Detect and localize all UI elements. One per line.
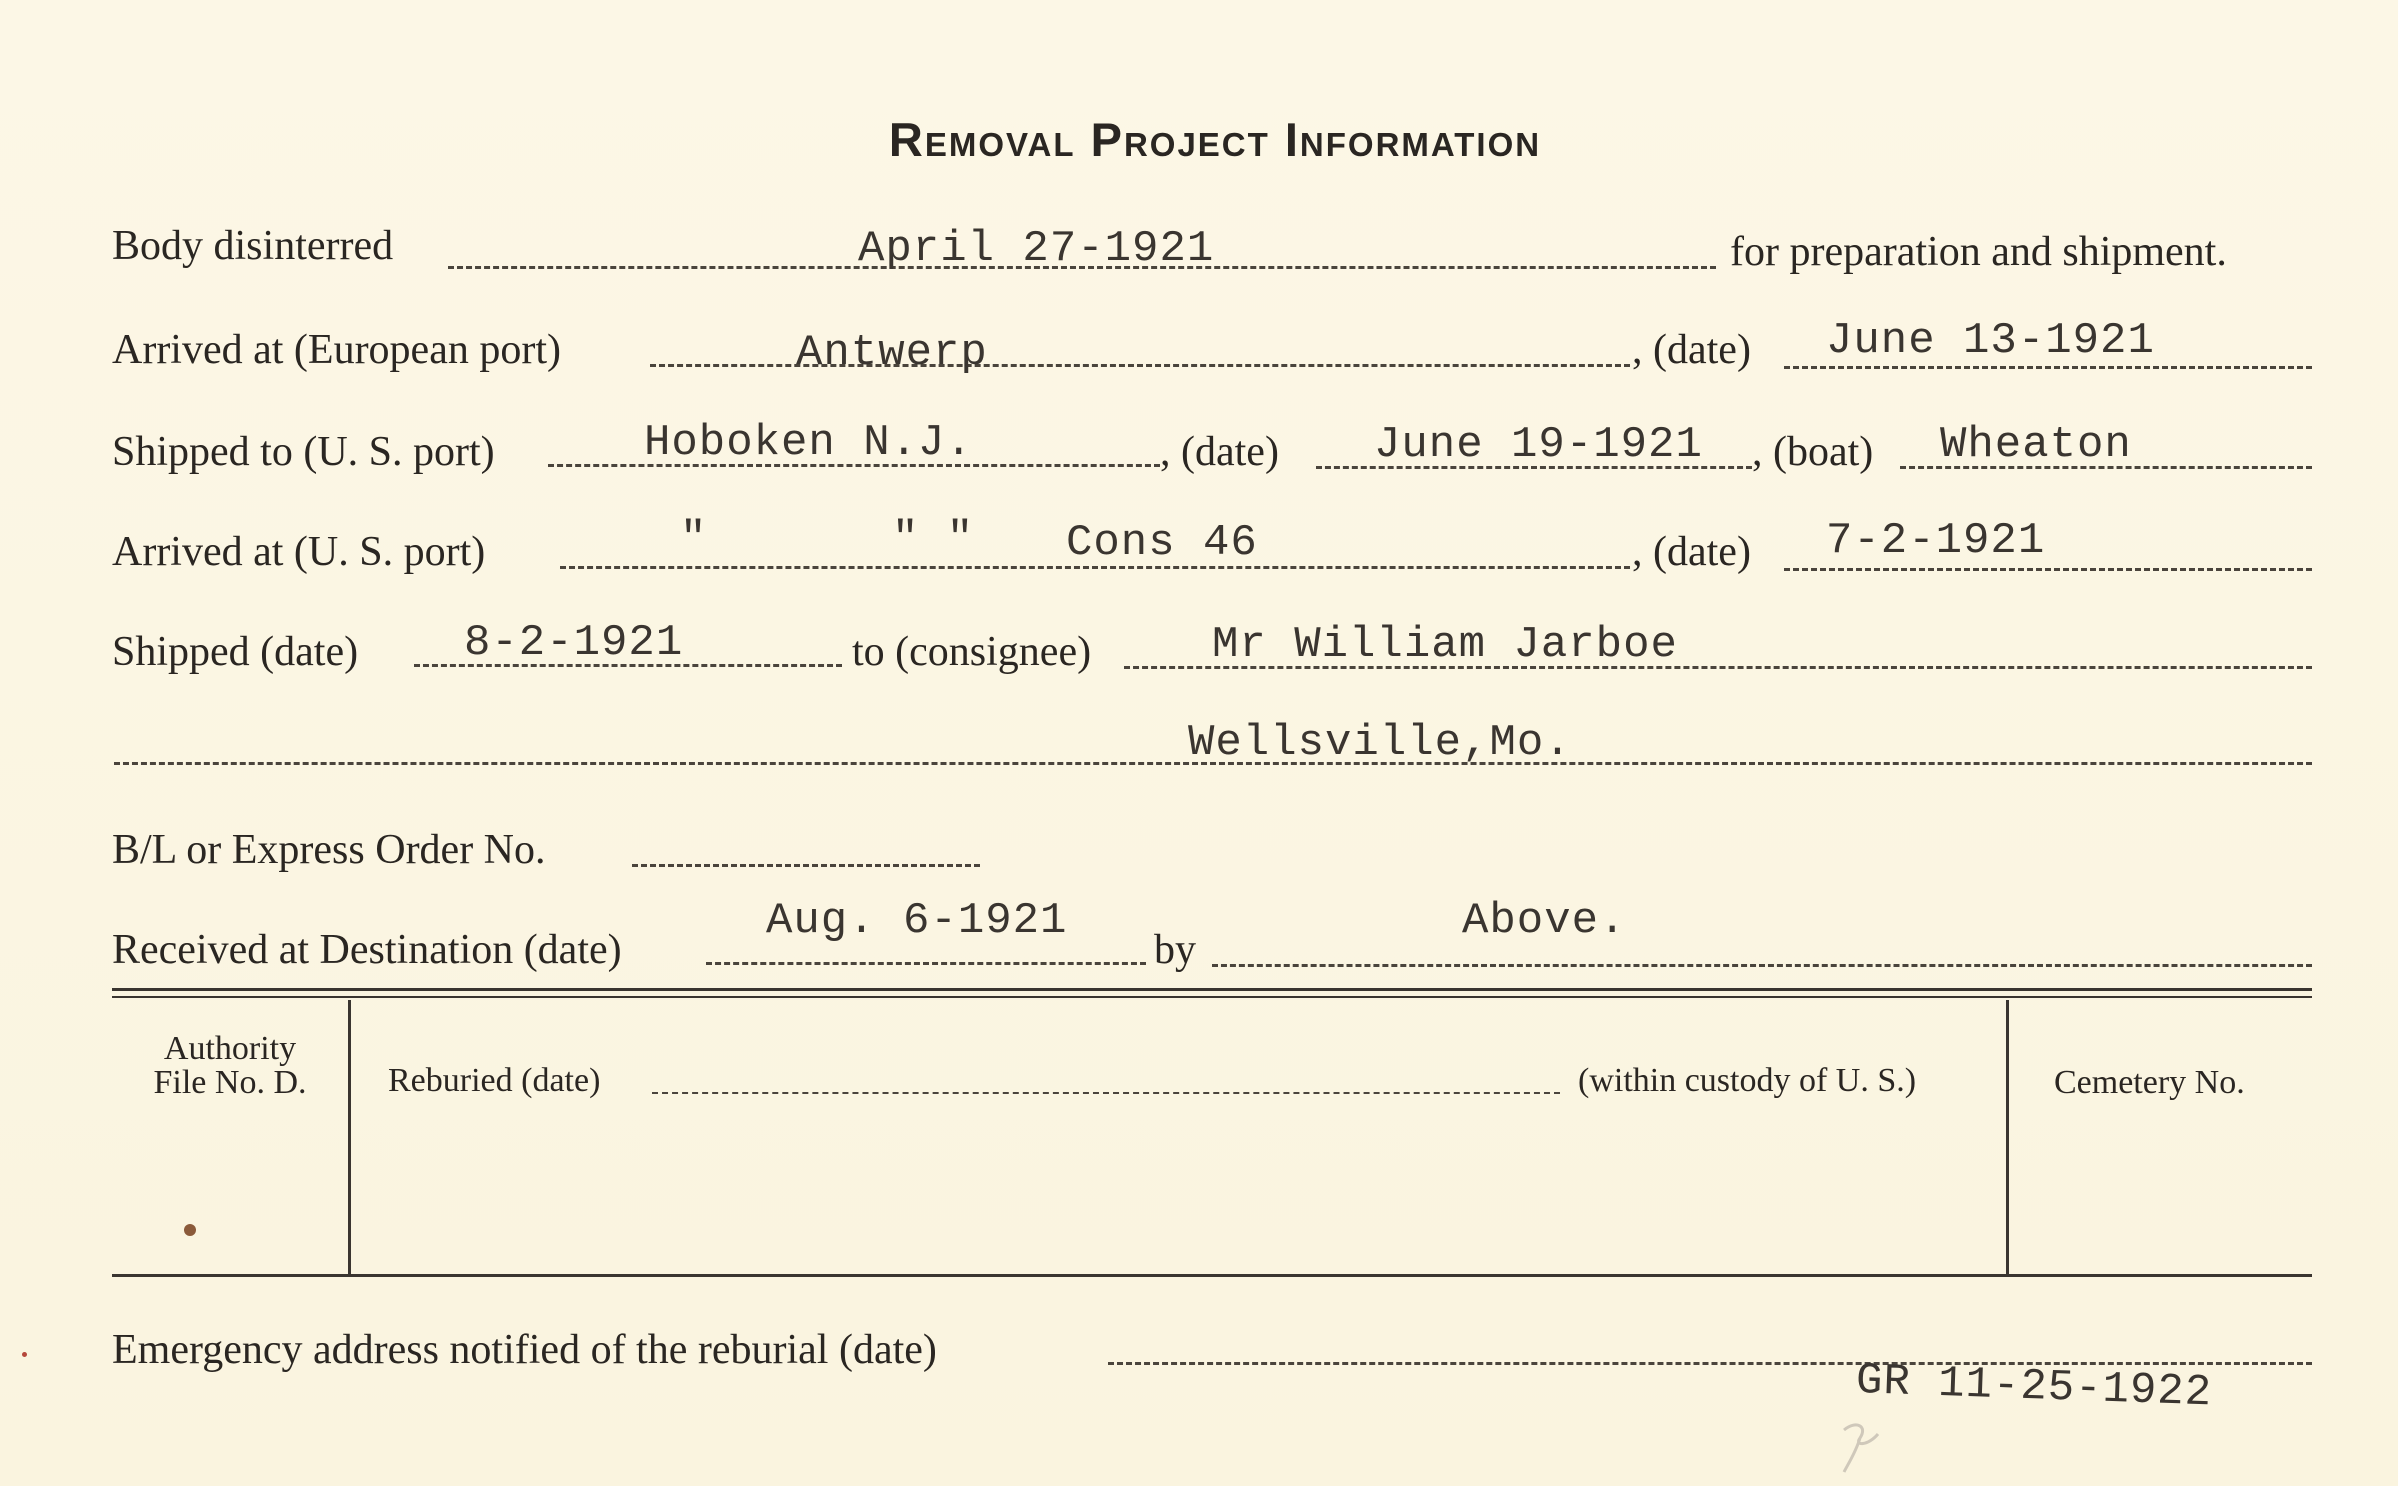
shipped-us-port: Hoboken N.J. [644,418,973,468]
received-date-line [706,962,1146,965]
pencil-mark [1838,1416,1918,1476]
arrived-european-date-label: , (date) [1632,327,1751,373]
received-by: Above. [1462,896,1627,946]
table-bottom-rule [112,1274,2312,1277]
arrived-european-port: Antwerp [796,328,988,378]
body-disinterred-label: Body disinterred [112,223,394,269]
bl-order-label: B/L or Express Order No. [112,827,546,873]
arrived-us-date-label: , (date) [1632,529,1751,575]
received-by-label: by [1154,927,1196,973]
table-divider-right [2006,1000,2009,1274]
arrived-european-date-line [1784,366,2312,369]
arrived-us-date-line [1784,568,2312,571]
bl-order-line [632,864,980,867]
arrived-us-date: 7-2-1921 [1826,516,2046,566]
shipment-suffix-label: for preparation and shipment. [1730,229,2227,275]
shipped-us-date: June 19-1921 [1374,420,1703,470]
cemetery-label: Cemetery No. [2054,1064,2245,1101]
table-top-rule-double [112,996,2312,998]
custody-label: (within custody of U. S.) [1578,1062,1917,1099]
arrived-us-ditto-1: " [680,514,708,564]
table-divider-left [348,1000,351,1274]
emergency-stamp: GR 11-25-1922 [1855,1356,2213,1419]
arrived-european-date: June 13-1921 [1826,316,2155,366]
table-top-rule [112,988,2312,991]
reburied-line [652,1092,1560,1094]
authority-label-line1: Authority [163,1030,297,1067]
arrived-us-label: Arrived at (U. S. port) [112,529,486,575]
page-title: Removal Project Information [888,113,1542,166]
authority-label-line2: File No. D. [153,1064,307,1101]
reburied-label: Reburied (date) [388,1062,601,1099]
arrived-european-label: Arrived at (European port) [112,327,561,373]
received-label: Received at Destination (date) [112,927,622,973]
received-date: Aug. 6-1921 [766,896,1068,946]
authority-label [112,1032,348,1100]
shipped-date-value: 8-2-1921 [464,618,684,668]
consignee-value: Mr William Jarboe [1212,620,1678,670]
red-speck [22,1352,27,1357]
shipped-us-date-label: , (date) [1160,429,1279,475]
consignee-label: to (consignee) [852,629,1092,675]
consignee-address: Wellsville,Mo. [1188,718,1572,768]
shipped-us-boat: Wheaton [1940,420,2132,470]
arrived-us-ditto-2: " " [892,514,975,564]
received-by-line [1212,964,2312,967]
shipped-us-boat-label: , (boat) [1752,429,1874,475]
emergency-line [1108,1362,2312,1365]
body-disinterred-value: April 27-1921 [858,224,1215,274]
shipped-date-label: Shipped (date) [112,629,359,675]
shipped-us-label: Shipped to (U. S. port) [112,429,495,475]
emergency-label: Emergency address notified of the reburial (date) [112,1327,937,1373]
ink-spot [184,1224,196,1236]
arrived-us-port: Cons 46 [1066,518,1258,568]
